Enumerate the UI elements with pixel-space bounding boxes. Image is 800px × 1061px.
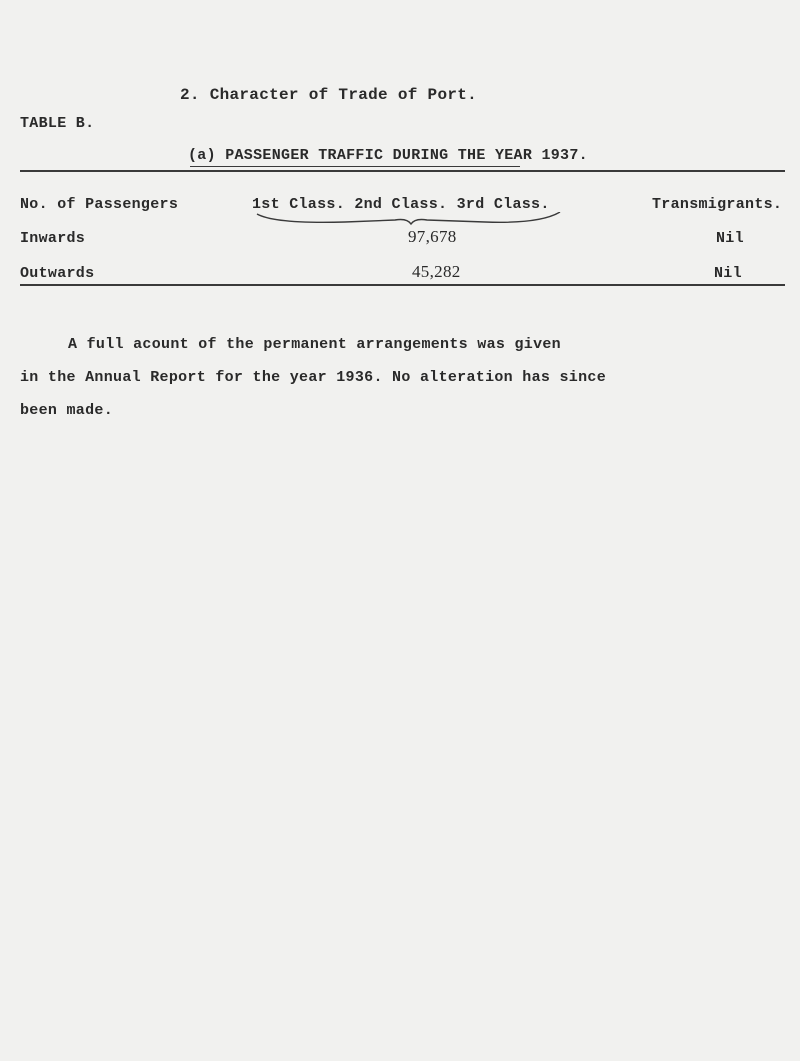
row-outwards-transmigrants: Nil	[714, 265, 742, 282]
table-subtitle: (a) PASSENGER TRAFFIC DURING THE YEAR 1937.	[188, 147, 588, 164]
paragraph-line-2: in the Annual Report for the year 1936. No alteration has since	[20, 369, 606, 386]
bottom-rule	[20, 284, 785, 286]
row-inwards-transmigrants: Nil	[716, 230, 744, 247]
table-label: TABLE B.	[20, 115, 95, 132]
subtitle-underline	[190, 166, 520, 167]
row-outwards-total: 45,282	[412, 262, 461, 281]
header-transmigrants-label: Transmigrants.	[652, 196, 783, 213]
row-inwards-label: Inwards	[20, 230, 86, 247]
paragraph-line-3: been made.	[20, 402, 114, 419]
header-classes-label: 1st Class. 2nd Class. 3rd Class.	[252, 196, 550, 213]
paragraph-line-1: A full acount of the permanent arrangements was given	[68, 336, 561, 353]
row-outwards-label: Outwards	[20, 265, 95, 282]
header-passengers-label: No. of Passengers	[20, 196, 179, 213]
section-title: 2. Character of Trade of Port.	[180, 86, 478, 104]
top-rule	[20, 170, 785, 172]
row-inwards-total: 97,678	[408, 227, 457, 246]
